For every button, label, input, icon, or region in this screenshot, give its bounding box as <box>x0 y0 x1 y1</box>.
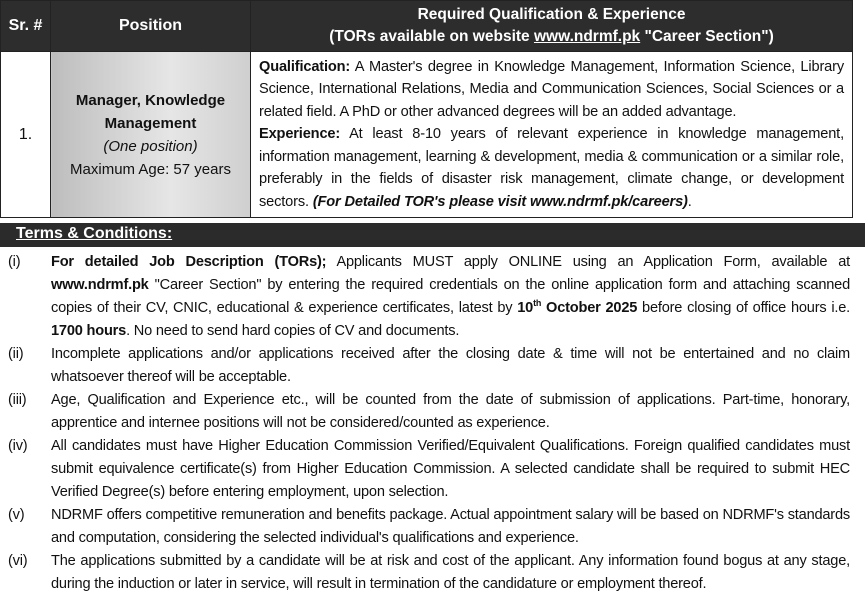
term-number: (iv) <box>8 438 28 454</box>
row-qualification <box>251 52 853 218</box>
qualification-text: A Master's degree in Knowledge Management, Information Science, Library Science, International Relations, Media and Communication Sciences, Social Sciences or a related field. A PhD or other advanced degrees will be an added advantage. <box>259 58 844 120</box>
deadline-time: 1700 hours <box>51 323 127 339</box>
header-position: Position <box>51 1 251 52</box>
term-number: (ii) <box>8 346 24 362</box>
position-title: Manager, Knowledge Management <box>75 91 226 132</box>
tor-website-link[interactable]: www.ndrmf.pk <box>533 28 641 45</box>
tor-prefix: (TORs available on website <box>329 28 534 45</box>
list-item <box>0 389 850 435</box>
term-text: The applications submitted by a candidate will be at risk and cost of the applicant. Any information found bogus at any stage, during the induction or later in service, will result in termination of the candidature or employment thereof. <box>51 553 850 592</box>
terms-list <box>0 251 850 596</box>
term-text-part: Applicants MUST apply ONLINE using an Application Form, available at <box>326 254 850 270</box>
experience-text: At least 8-10 years of relevant experience in knowledge management, information management, learning & development, media & communication or a similar role, preferably in the fields of disaster risk management, climate change, or development sectors. <box>259 126 844 210</box>
deadline-suffix: th <box>533 298 542 309</box>
list-item <box>0 504 850 550</box>
term-text: NDRMF offers competitive remuneration and benefits package. Actual appointment salary will be based on NDRMF's standards and computation, considering the selected individual's qualifications and experience. <box>51 507 850 546</box>
term-text: Incomplete applications and/or applications received after the closing date & time will not be entertained and no claim whatsoever thereof will be acceptable. <box>51 346 850 385</box>
table-row <box>1 52 853 218</box>
tor-detail-link[interactable]: (For Detailed TOR's please visit www.ndrmf.pk/careers) <box>312 193 688 210</box>
header-tor-note <box>251 26 852 48</box>
term-number: (vi) <box>8 553 28 569</box>
list-item <box>0 435 850 504</box>
qualification-label: Qualification: <box>259 58 351 75</box>
qualification-paragraph <box>259 56 844 124</box>
experience-paragraph <box>259 123 844 213</box>
term-text <box>51 251 850 343</box>
list-item <box>0 251 850 343</box>
term-bold-text: For detailed Job Description (TORs); <box>51 254 327 270</box>
table-header-row <box>1 1 853 52</box>
term-text-part: "Career Section" by entering the required credentials on the online application form and attaching scanned copies of their CV, CNIC, educational & experience certificates, latest by <box>51 277 850 316</box>
positions-table <box>0 0 853 218</box>
tor-suffix: "Career Section") <box>640 28 774 45</box>
experience-label: Experience: <box>259 126 341 143</box>
term-text-part: before closing of office hours i.e. <box>637 300 851 316</box>
row-position <box>51 52 251 218</box>
website-link[interactable]: www.ndrmf.pk <box>51 277 149 293</box>
term-text-part: . No need to send hard copies of CV and documents. <box>126 323 460 339</box>
term-number: (i) <box>8 254 21 270</box>
terms-title: Terms & Conditions: <box>16 225 173 242</box>
deadline-month: October 2025 <box>541 300 638 316</box>
list-item <box>0 550 850 596</box>
term-number: (v) <box>8 507 25 523</box>
list-item <box>0 343 850 389</box>
term-text: All candidates must have Higher Education Commission Verified/Equivalent Qualifications. Foreign qualified candidates must submit equivalence certificate(s) from Higher Education Commission. A selected candidate shall be required to submit HEC Verified Degree(s) before entering employment, upon selection. <box>51 438 850 500</box>
term-text: Age, Qualification and Experience etc., will be counted from the date of submission of applications. Part-time, honorary, apprentice and internee positions will not be considered/counted as experience. <box>51 392 850 431</box>
header-qualification-title: Required Qualification & Experience <box>417 6 686 23</box>
experience-end: . <box>687 193 692 210</box>
deadline-day: 10 <box>517 300 534 316</box>
term-number: (iii) <box>8 392 27 408</box>
position-count: (One position) <box>103 137 198 155</box>
row-sr: 1. <box>1 52 51 218</box>
header-sr: Sr. # <box>1 1 51 52</box>
position-max-age: Maximum Age: 57 years <box>70 160 231 178</box>
header-qualification <box>251 1 853 52</box>
